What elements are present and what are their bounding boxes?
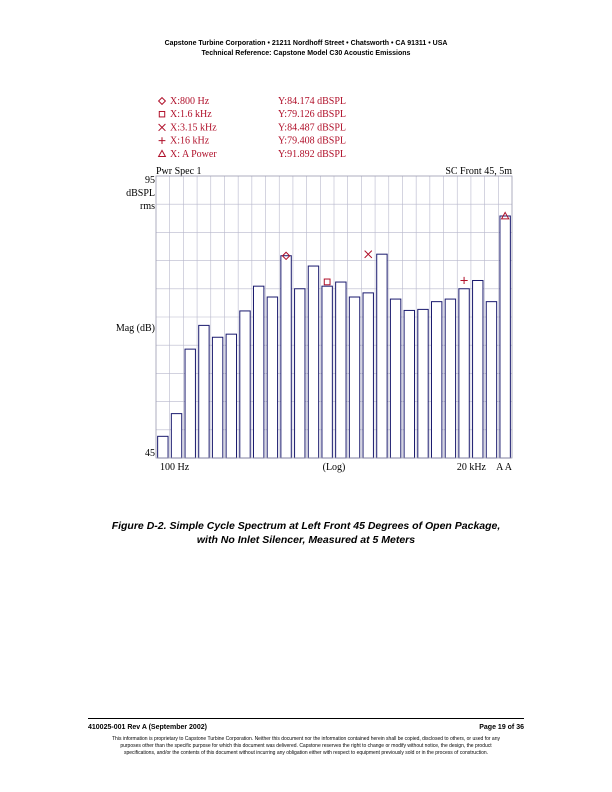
document-number: 410025-001 Rev A (September 2002) bbox=[88, 724, 207, 731]
marker-plus bbox=[460, 277, 467, 284]
legal-notice-line2: purposes other than the specific purpose for which this document was delivered. Capstone reserves the right to change or modify without notice, the design, the product bbox=[120, 743, 492, 749]
bar-2-khz bbox=[336, 282, 346, 458]
legend-plus-icon bbox=[159, 137, 166, 144]
bar-10-khz bbox=[431, 302, 441, 458]
footer-rule bbox=[88, 718, 524, 719]
page-header-company: Capstone Turbine Corporation • 21211 Nordhoff Street • Chatsworth • CA 91311 • USA bbox=[164, 40, 448, 47]
x-label-left: 100 Hz bbox=[160, 462, 190, 473]
marker-square bbox=[324, 279, 330, 285]
y-tick-bottom: 45 bbox=[145, 448, 155, 459]
bar-1-khz bbox=[295, 289, 305, 458]
marker-legend bbox=[159, 96, 346, 160]
legal-notice-line3: specifications, and/or the contents of this document without incurring any obligation either with respect to equipment previously sold or in the process of construction. bbox=[123, 750, 489, 756]
legal-notice-line1: This information is proprietary to Capstone Turbine Corporation. Neither this document nor the information contained herein shall be copied, disclosed to others, or used for any bbox=[112, 736, 500, 742]
legend-x-icon bbox=[159, 124, 166, 131]
bar-20-khz bbox=[473, 280, 483, 458]
bar-8-khz bbox=[418, 309, 428, 458]
bar-500-hz bbox=[253, 286, 263, 458]
bar-6.3-khz bbox=[404, 310, 414, 458]
y-axis-label: Mag (dB) bbox=[115, 323, 155, 334]
legend-diamond-icon bbox=[159, 98, 166, 105]
bar-1.6-khz bbox=[322, 286, 332, 458]
page-header-title: Technical Reference: Capstone Model C30 Acoustic Emissions bbox=[201, 50, 411, 57]
bar-4-khz bbox=[377, 254, 387, 458]
bar-200-hz bbox=[199, 325, 209, 458]
chart-title-left: Pwr Spec 1 bbox=[156, 166, 202, 177]
legend-square-icon bbox=[159, 111, 164, 116]
bar-125-hz bbox=[171, 414, 181, 458]
bar-160-hz bbox=[185, 349, 195, 458]
page-number: Page 19 of 36 bbox=[479, 724, 524, 731]
marker-x bbox=[365, 251, 372, 258]
y-unit-rms: rms bbox=[140, 201, 155, 212]
legend-y-value: Y:84.174 dBSPL bbox=[278, 96, 346, 107]
bar-2.5-khz bbox=[349, 297, 359, 458]
bar-315-hz bbox=[226, 334, 236, 458]
y-unit-dbspl: dBSPL bbox=[126, 188, 155, 199]
x-label-a-a: A A bbox=[496, 462, 512, 473]
bar-250-hz bbox=[212, 337, 222, 458]
legend-y-value: Y:79.408 dBSPL bbox=[278, 135, 346, 147]
bar-5-khz bbox=[390, 299, 400, 458]
x-label-right: 20 kHz bbox=[456, 462, 486, 473]
legend-x-label: X:1.6 kHz bbox=[170, 109, 212, 121]
bar-12.5-khz bbox=[445, 299, 455, 458]
chart-title-right: SC Front 45, 5m bbox=[445, 166, 512, 177]
legend-triangle-icon bbox=[159, 150, 166, 156]
figure-caption-line1: Figure D-2. Simple Cycle Spectrum at Left Front 45 Degrees of Open Package, bbox=[111, 520, 501, 532]
bar-800-hz bbox=[281, 256, 291, 458]
legend-x-label: X:800 Hz bbox=[170, 96, 210, 107]
y-tick-top: 95 bbox=[145, 175, 155, 186]
bar-630-hz bbox=[267, 297, 277, 458]
legend-y-value: Y:91.892 dBSPL bbox=[278, 148, 346, 160]
x-label-log: (Log) bbox=[322, 462, 346, 473]
legend-y-value: Y:84.487 dBSPL bbox=[278, 122, 346, 134]
bar-400-hz bbox=[240, 311, 250, 458]
legend-x-label: X: A Power bbox=[170, 148, 217, 160]
bar-3.15-khz bbox=[363, 293, 373, 458]
bar-16-khz bbox=[459, 289, 469, 458]
figure-caption-line2: with No Inlet Silencer, Measured at 5 Meters bbox=[196, 534, 416, 546]
legend-x-label: X:16 kHz bbox=[170, 135, 210, 147]
bar-a-power bbox=[500, 216, 510, 458]
legend-y-value: Y:79.126 dBSPL bbox=[278, 109, 346, 121]
legend-x-label: X:3.15 kHz bbox=[170, 122, 217, 134]
bar-a bbox=[486, 302, 496, 458]
bar-1.25-khz bbox=[308, 266, 318, 458]
bar-100-hz bbox=[158, 436, 168, 458]
